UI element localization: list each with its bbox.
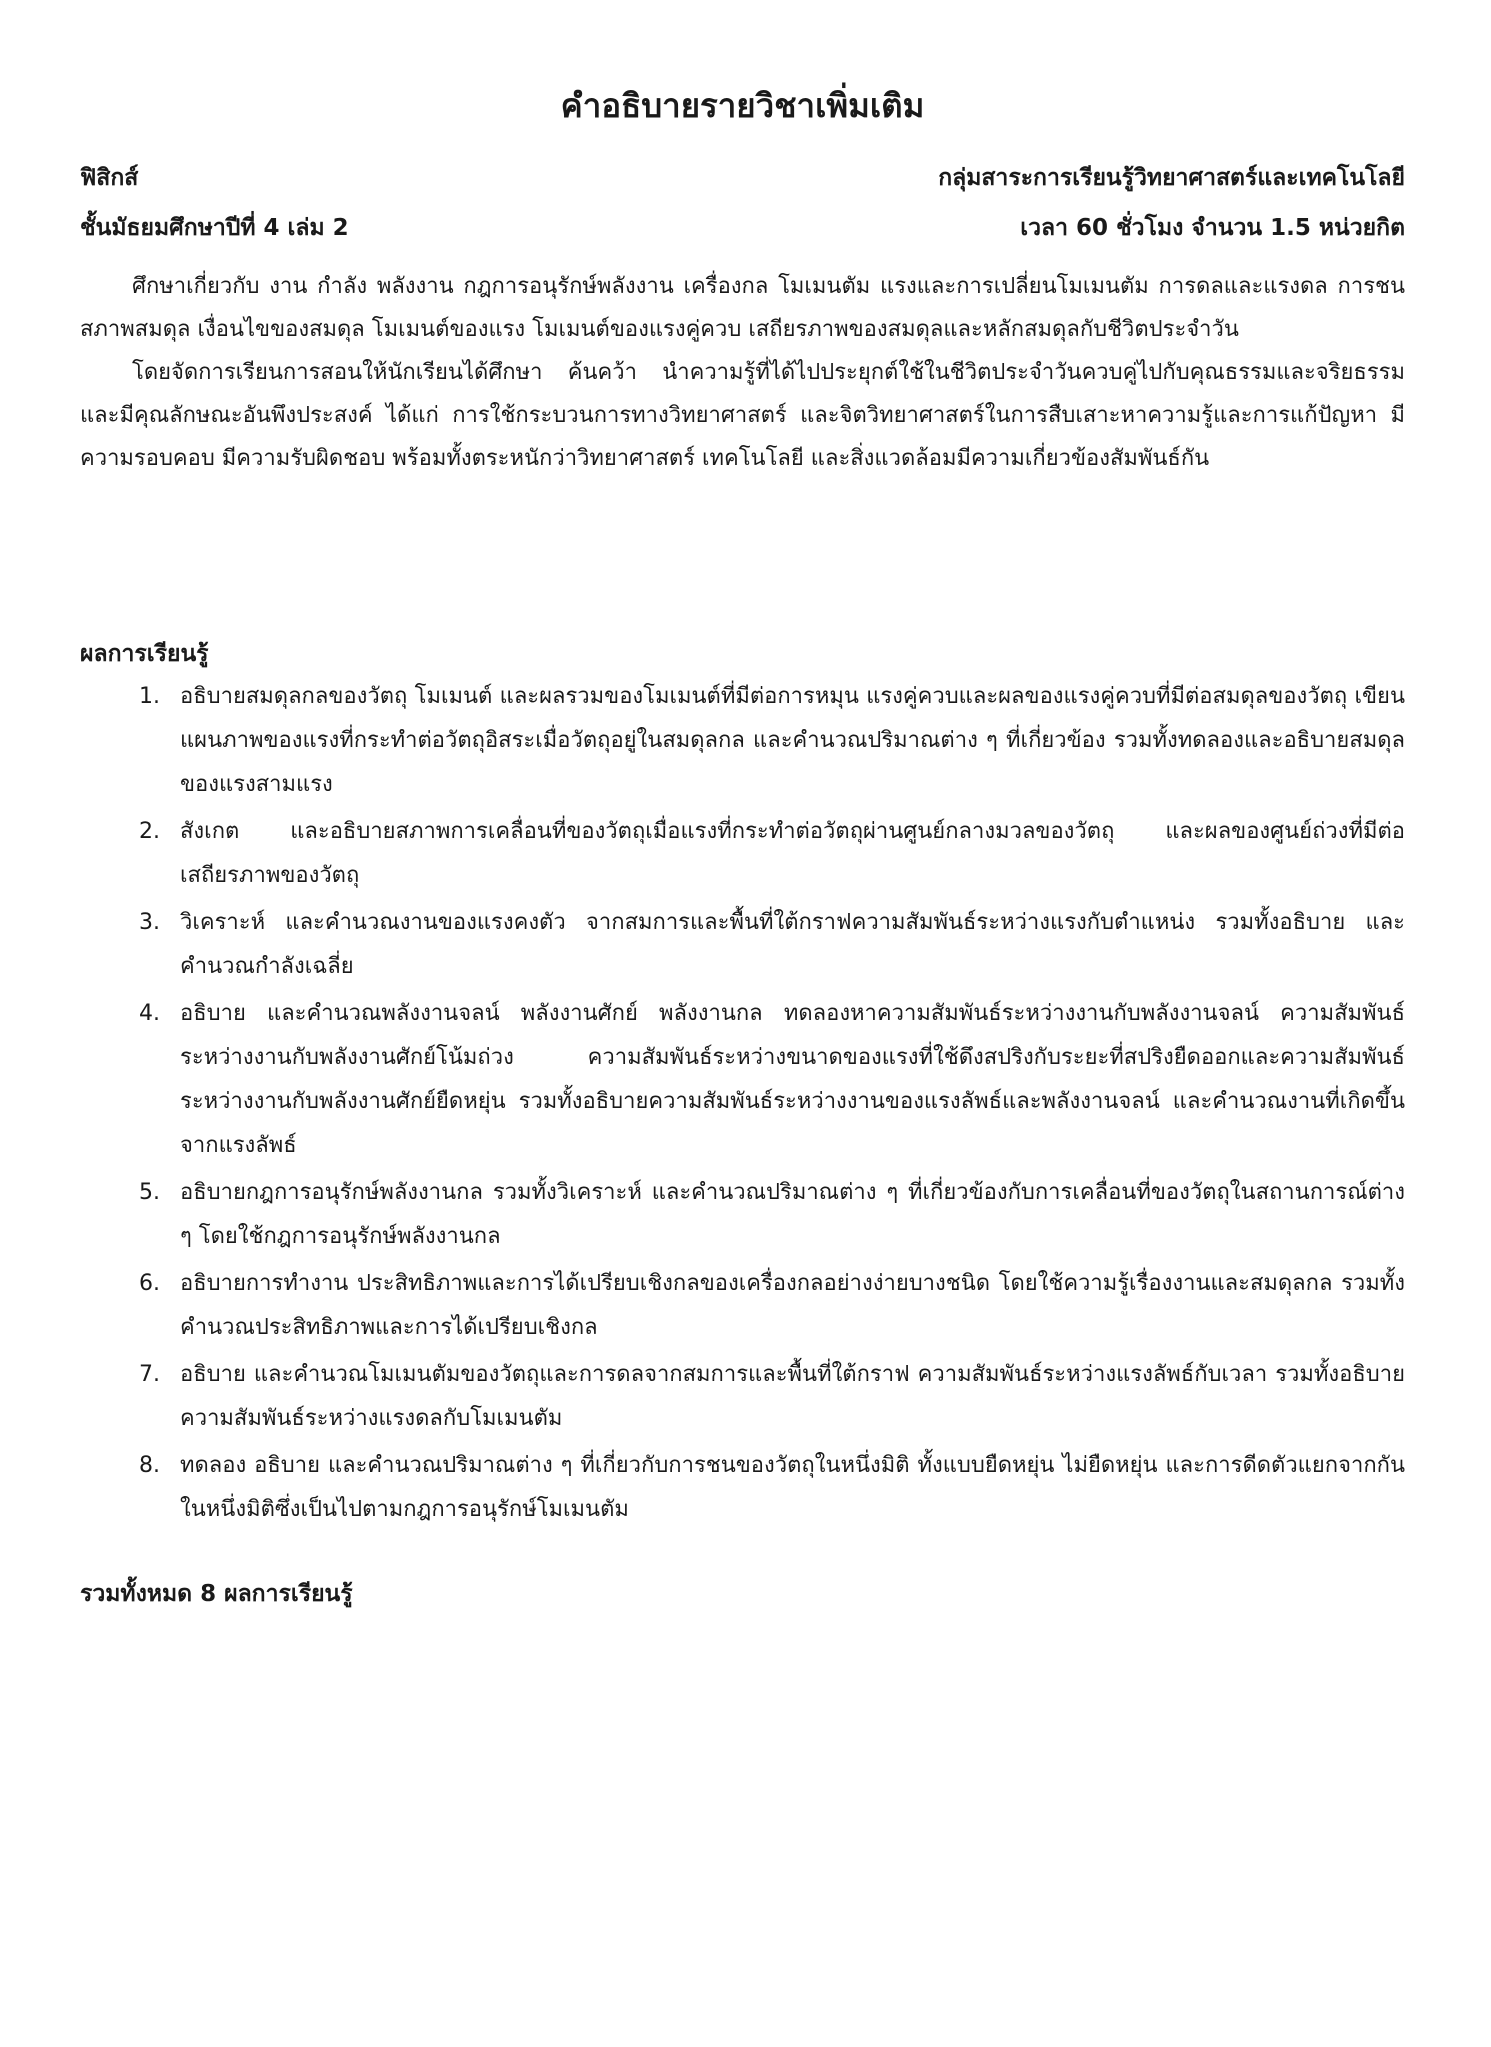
item-number: 1. bbox=[139, 684, 160, 709]
item-text: สังเกต และอธิบายสภาพการเคลื่อนที่ของวัตถุเมื่อแรงที่กระทำต่อวัตถุผ่านศูนย์กลางมวลของวัตถุ และผลของศูนย์ถ่วงที่มีต่อเสถียรภาพของวัตถุ bbox=[180, 819, 1405, 888]
list-item bbox=[80, 1171, 1405, 1259]
item-number: 5. bbox=[139, 1180, 160, 1205]
list-item bbox=[80, 1262, 1405, 1350]
learning-area: กลุ่มสาระการเรียนรู้วิทยาศาสตร์และเทคโนโลยี bbox=[938, 165, 1405, 191]
item-text: อธิบาย และคำนวณพลังงานจลน์ พลังงานศักย์ พลังงานกล ทดลองหาความสัมพันธ์ระหว่างงานกับพลังงานจลน์ ความสัมพันธ์ระหว่างงานกับพลังงานศักย์โน้มถ่วง ความสัมพันธ์ระหว่างขนาดของแรงที่ใช้ดึงสปริงกับระยะที่สปริงยืดออกและความสัมพันธ์ระหว่างงานกับพลังงานศักย์ยืดหยุ่น รวมทั้งอธิบายความสัมพันธ์ระหว่างงานของแรงลัพธ์และพลังงานจลน์ และคำนวณงานที่เกิดขึ้นจากแรงลัพธ์ bbox=[180, 1001, 1405, 1158]
outcomes-total: รวมทั้งหมด 8 ผลการเรียนรู้ bbox=[80, 1581, 353, 1607]
header-row-2 bbox=[80, 208, 1405, 248]
grade-level: ชั้นมัธยมศึกษาปีที่ 4 เล่ม 2 bbox=[80, 215, 349, 241]
list-item bbox=[80, 810, 1405, 898]
page-title: คำอธิบายรายวิชาเพิ่มเติม bbox=[560, 86, 925, 125]
list-item bbox=[80, 901, 1405, 989]
list-item bbox=[80, 675, 1405, 807]
item-text: ทดลอง อธิบาย และคำนวณปริมาณต่าง ๆ ที่เกี่ยวกับการชนของวัตถุในหนึ่งมิติ ทั้งแบบยืดหยุ่น ไม่ยืดหยุ่น และการดีดตัวแยกจากกันในหนึ่งมิติซึ่งเป็นไปตามกฎการอนุรักษ์โมเมนตัม bbox=[180, 1453, 1405, 1522]
outcomes-heading: ผลการเรียนรู้ bbox=[80, 641, 209, 667]
item-text: อธิบาย และคำนวณโมเมนตัมของวัตถุและการดลจากสมการและพื้นที่ใต้กราฟ ความสัมพันธ์ระหว่างแรงลัพธ์กับเวลา รวมทั้งอธิบายความสัมพันธ์ระหว่างแรงดลกับโมเมนตัม bbox=[180, 1362, 1405, 1431]
outcomes-list bbox=[80, 675, 1405, 1535]
description-paragraph: โดยจัดการเรียนการสอนให้นักเรียนได้ศึกษา ค้นคว้า นำความรู้ที่ได้ไปประยุกต์ใช้ในชีวิตประจำวันควบคู่ไปกับคุณธรรมและจริยธรรม และมีคุณลักษณะอันพึงประสงค์ ได้แก่ การใช้กระบวนการทางวิทยาศาสตร์ และจิตวิทยาศาสตร์ในการสืบเสาะหาความรู้และการแก้ปัญหา มีความรอบคอบ มีความรับผิดชอบ พร้อมทั้งตระหนักว่าวิทยาศาสตร์ เทคโนโลยี และสิ่งแวดล้อมมีความเกี่ยวข้องสัมพันธ์กัน bbox=[80, 360, 1405, 471]
item-text: อธิบายกฎการอนุรักษ์พลังงานกล รวมทั้งวิเคราะห์ และคำนวณปริมาณต่าง ๆ ที่เกี่ยวข้องกับการเคลื่อนที่ของวัตถุในสถานการณ์ต่าง ๆ โดยใช้กฎการอนุรักษ์พลังงานกล bbox=[180, 1180, 1405, 1249]
header-row-1 bbox=[80, 158, 1405, 198]
item-text: อธิบายสมดุลกลของวัตถุ โมเมนต์ และผลรวมของโมเมนต์ที่มีต่อการหมุน แรงคู่ควบและผลของแรงคู่ควบที่มีต่อสมดุลของวัตถุ เขียนแผนภาพของแรงที่กระทำต่อวัตถุอิสระเมื่อวัตถุอยู่ในสมดุลกล และคำนวณปริมาณต่าง ๆ ที่เกี่ยวข้อง รวมทั้งทดลองและอธิบายสมดุลของแรงสามแรง bbox=[180, 684, 1405, 797]
subject-name: ฟิสิกส์ bbox=[80, 165, 139, 191]
list-item bbox=[80, 1444, 1405, 1532]
item-number: 3. bbox=[139, 910, 160, 935]
description-paragraph: ศึกษาเกี่ยวกับ งาน กำลัง พลังงาน กฎการอนุรักษ์พลังงาน เครื่องกล โมเมนตัม แรงและการเปลี่ยนโมเมนตัม การดลและแรงดล การชน สภาพสมดุล เงื่อนไขของสมดุล โมเมนต์ของแรง โมเมนต์ของแรงคู่ควบ เสถียรภาพของสมดุลและหลักสมดุลกับชีวิตประจำวัน bbox=[80, 274, 1405, 342]
item-number: 2. bbox=[139, 819, 160, 844]
item-text: วิเคราะห์ และคำนวณงานของแรงคงตัว จากสมการและพื้นที่ใต้กราฟความสัมพันธ์ระหว่างแรงกับตำแหน่ง รวมทั้งอธิบาย และคำนวณกำลังเฉลี่ย bbox=[180, 910, 1405, 979]
item-number: 7. bbox=[139, 1362, 160, 1387]
list-item bbox=[80, 992, 1405, 1168]
item-text: อธิบายการทำงาน ประสิทธิภาพและการได้เปรียบเชิงกลของเครื่องกลอย่างง่ายบางชนิด โดยใช้ความรู้เรื่องงานและสมดุลกล รวมทั้งคำนวณประสิทธิภาพและการได้เปรียบเชิงกล bbox=[180, 1271, 1405, 1340]
item-number: 8. bbox=[139, 1453, 160, 1478]
course-description bbox=[80, 265, 1405, 480]
item-number: 6. bbox=[139, 1271, 160, 1296]
item-number: 4. bbox=[139, 1001, 160, 1026]
list-item bbox=[80, 1353, 1405, 1441]
time-credit: เวลา 60 ชั่วโมง จำนวน 1.5 หน่วยกิต bbox=[1020, 215, 1405, 241]
